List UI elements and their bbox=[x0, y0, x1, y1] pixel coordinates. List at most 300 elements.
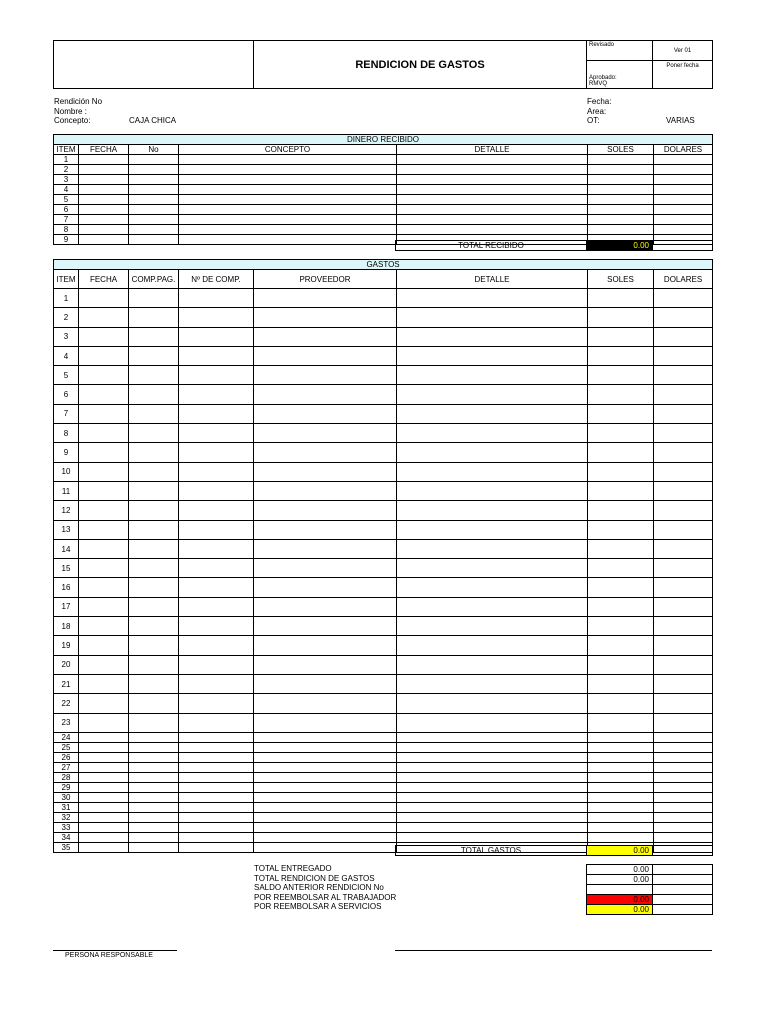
dinero-cell[interactable] bbox=[588, 215, 654, 225]
gastos-cell[interactable] bbox=[179, 462, 254, 481]
dinero-cell[interactable] bbox=[179, 205, 397, 215]
gastos-cell[interactable] bbox=[79, 578, 129, 597]
gastos-cell[interactable] bbox=[397, 802, 588, 812]
gastos-cell[interactable] bbox=[129, 597, 179, 616]
gastos-cell[interactable] bbox=[79, 812, 129, 822]
gastos-cell[interactable] bbox=[654, 832, 713, 842]
gastos-cell[interactable] bbox=[588, 578, 654, 597]
dinero-cell[interactable] bbox=[179, 165, 397, 175]
gastos-cell[interactable] bbox=[129, 481, 179, 500]
gastos-cell[interactable] bbox=[129, 713, 179, 732]
gastos-cell[interactable] bbox=[654, 597, 713, 616]
dinero-cell[interactable] bbox=[397, 195, 588, 205]
gastos-cell[interactable] bbox=[397, 732, 588, 742]
gastos-cell[interactable] bbox=[588, 772, 654, 782]
dinero-cell[interactable] bbox=[79, 165, 129, 175]
gastos-cell[interactable] bbox=[129, 539, 179, 558]
gastos-cell[interactable] bbox=[179, 732, 254, 742]
dinero-cell[interactable] bbox=[79, 225, 129, 235]
gastos-cell[interactable] bbox=[79, 404, 129, 423]
gastos-cell[interactable] bbox=[129, 782, 179, 792]
gastos-cell[interactable] bbox=[254, 655, 397, 674]
dinero-cell[interactable] bbox=[79, 235, 129, 245]
gastos-cell[interactable] bbox=[588, 481, 654, 500]
dinero-cell[interactable] bbox=[397, 175, 588, 185]
gastos-cell[interactable] bbox=[129, 674, 179, 693]
gastos-cell[interactable] bbox=[397, 501, 588, 520]
gastos-cell[interactable] bbox=[397, 822, 588, 832]
gastos-cell[interactable] bbox=[588, 694, 654, 713]
gastos-cell[interactable] bbox=[397, 636, 588, 655]
dinero-cell[interactable] bbox=[129, 215, 179, 225]
gastos-cell[interactable] bbox=[179, 308, 254, 327]
dinero-cell[interactable] bbox=[588, 225, 654, 235]
gastos-cell[interactable] bbox=[254, 385, 397, 404]
gastos-cell[interactable] bbox=[179, 832, 254, 842]
gastos-cell[interactable] bbox=[79, 822, 129, 832]
gastos-cell[interactable] bbox=[254, 802, 397, 812]
dinero-cell[interactable] bbox=[397, 155, 588, 165]
gastos-cell[interactable] bbox=[588, 713, 654, 732]
gastos-cell[interactable] bbox=[397, 674, 588, 693]
gastos-cell[interactable] bbox=[254, 597, 397, 616]
gastos-cell[interactable] bbox=[79, 366, 129, 385]
gastos-cell[interactable] bbox=[588, 792, 654, 802]
dinero-cell[interactable] bbox=[179, 235, 397, 245]
gastos-cell[interactable] bbox=[129, 289, 179, 308]
gastos-item-number: 2 bbox=[54, 308, 79, 327]
gastos-cell[interactable] bbox=[79, 443, 129, 462]
gastos-cell[interactable] bbox=[179, 636, 254, 655]
gastos-cell[interactable] bbox=[254, 346, 397, 365]
gastos-cell[interactable] bbox=[588, 762, 654, 772]
dinero-cell[interactable] bbox=[129, 175, 179, 185]
gastos-cell[interactable] bbox=[179, 597, 254, 616]
gastos-cell[interactable] bbox=[129, 443, 179, 462]
gastos-cell[interactable] bbox=[397, 782, 588, 792]
dinero-cell[interactable] bbox=[654, 205, 713, 215]
gastos-cell[interactable] bbox=[397, 520, 588, 539]
gastos-cell[interactable] bbox=[654, 732, 713, 742]
gastos-cell[interactable] bbox=[179, 559, 254, 578]
gastos-cell[interactable] bbox=[179, 842, 254, 852]
gastos-cell[interactable] bbox=[654, 308, 713, 327]
gastos-cell[interactable] bbox=[397, 578, 588, 597]
dinero-cell[interactable] bbox=[79, 185, 129, 195]
dinero-cell[interactable] bbox=[654, 165, 713, 175]
dinero-cell[interactable] bbox=[654, 225, 713, 235]
gastos-cell[interactable] bbox=[129, 732, 179, 742]
gastos-cell[interactable] bbox=[254, 842, 397, 852]
dinero-col-header: DOLARES bbox=[654, 145, 713, 155]
gastos-cell[interactable] bbox=[254, 792, 397, 802]
gastos-cell[interactable] bbox=[179, 713, 254, 732]
gastos-cell[interactable] bbox=[129, 822, 179, 832]
gastos-cell[interactable] bbox=[79, 327, 129, 346]
gastos-cell[interactable] bbox=[129, 520, 179, 539]
gastos-cell[interactable] bbox=[254, 674, 397, 693]
gastos-cell[interactable] bbox=[588, 655, 654, 674]
gastos-cell[interactable] bbox=[79, 832, 129, 842]
gastos-cell[interactable] bbox=[588, 617, 654, 636]
gastos-cell[interactable] bbox=[254, 617, 397, 636]
gastos-cell[interactable] bbox=[179, 694, 254, 713]
gastos-cell[interactable] bbox=[254, 481, 397, 500]
gastos-cell[interactable] bbox=[254, 832, 397, 842]
gastos-cell[interactable] bbox=[179, 752, 254, 762]
gastos-cell[interactable] bbox=[654, 559, 713, 578]
gastos-cell[interactable] bbox=[588, 636, 654, 655]
gastos-cell[interactable] bbox=[179, 802, 254, 812]
gastos-cell[interactable] bbox=[654, 366, 713, 385]
gastos-cell[interactable] bbox=[654, 385, 713, 404]
gastos-cell[interactable] bbox=[397, 308, 588, 327]
gastos-cell[interactable] bbox=[179, 520, 254, 539]
gastos-cell[interactable] bbox=[254, 404, 397, 423]
gastos-cell[interactable] bbox=[79, 462, 129, 481]
gastos-cell[interactable] bbox=[79, 802, 129, 812]
dinero-cell[interactable] bbox=[79, 175, 129, 185]
gastos-cell[interactable] bbox=[588, 289, 654, 308]
dinero-cell[interactable] bbox=[79, 155, 129, 165]
gastos-cell[interactable] bbox=[654, 694, 713, 713]
gastos-cell[interactable] bbox=[129, 578, 179, 597]
gastos-cell[interactable] bbox=[179, 424, 254, 443]
gastos-cell[interactable] bbox=[79, 713, 129, 732]
gastos-cell[interactable] bbox=[588, 424, 654, 443]
gastos-cell[interactable] bbox=[129, 366, 179, 385]
dinero-cell[interactable] bbox=[588, 185, 654, 195]
gastos-cell[interactable] bbox=[397, 597, 588, 616]
gastos-cell[interactable] bbox=[179, 812, 254, 822]
gastos-cell[interactable] bbox=[129, 812, 179, 822]
gastos-cell[interactable] bbox=[588, 782, 654, 792]
gastos-cell[interactable] bbox=[129, 762, 179, 772]
gastos-cell[interactable] bbox=[79, 559, 129, 578]
gastos-cell[interactable] bbox=[129, 404, 179, 423]
gastos-cell[interactable] bbox=[79, 539, 129, 558]
gastos-cell[interactable] bbox=[179, 782, 254, 792]
gastos-cell[interactable] bbox=[397, 655, 588, 674]
gastos-cell[interactable] bbox=[79, 655, 129, 674]
gastos-cell[interactable] bbox=[179, 578, 254, 597]
gastos-cell[interactable] bbox=[397, 462, 588, 481]
gastos-cell[interactable] bbox=[79, 385, 129, 404]
gastos-cell[interactable] bbox=[129, 424, 179, 443]
gastos-cell[interactable] bbox=[129, 462, 179, 481]
dinero-cell[interactable] bbox=[79, 205, 129, 215]
gastos-cell[interactable] bbox=[397, 832, 588, 842]
dinero-cell[interactable] bbox=[397, 215, 588, 225]
gastos-cell[interactable] bbox=[254, 713, 397, 732]
gastos-cell[interactable] bbox=[654, 424, 713, 443]
gastos-cell[interactable] bbox=[654, 404, 713, 423]
dinero-cell[interactable] bbox=[129, 155, 179, 165]
gastos-cell[interactable] bbox=[397, 762, 588, 772]
gastos-cell[interactable] bbox=[254, 578, 397, 597]
gastos-cell[interactable] bbox=[129, 802, 179, 812]
dinero-cell[interactable] bbox=[179, 155, 397, 165]
dinero-cell[interactable] bbox=[654, 175, 713, 185]
dinero-cell[interactable] bbox=[129, 235, 179, 245]
dinero-cell[interactable] bbox=[588, 165, 654, 175]
gastos-cell[interactable] bbox=[179, 481, 254, 500]
gastos-cell[interactable] bbox=[588, 732, 654, 742]
dinero-cell[interactable] bbox=[129, 185, 179, 195]
dinero-cell[interactable] bbox=[129, 195, 179, 205]
gastos-cell[interactable] bbox=[397, 694, 588, 713]
gastos-cell[interactable] bbox=[129, 832, 179, 842]
gastos-cell[interactable] bbox=[254, 366, 397, 385]
gastos-cell[interactable] bbox=[129, 636, 179, 655]
gastos-cell[interactable] bbox=[654, 520, 713, 539]
gastos-cell[interactable] bbox=[397, 404, 588, 423]
gastos-cell[interactable] bbox=[79, 597, 129, 616]
gastos-cell[interactable] bbox=[79, 308, 129, 327]
gastos-cell[interactable] bbox=[254, 424, 397, 443]
gastos-cell[interactable] bbox=[654, 812, 713, 822]
gastos-cell[interactable] bbox=[588, 404, 654, 423]
gastos-cell[interactable] bbox=[179, 404, 254, 423]
dinero-cell[interactable] bbox=[588, 175, 654, 185]
gastos-cell[interactable] bbox=[179, 655, 254, 674]
gastos-cell[interactable] bbox=[588, 812, 654, 822]
gastos-cell[interactable] bbox=[179, 443, 254, 462]
gastos-cell[interactable] bbox=[654, 578, 713, 597]
gastos-cell[interactable] bbox=[397, 366, 588, 385]
gastos-cell[interactable] bbox=[129, 559, 179, 578]
gastos-cell[interactable] bbox=[129, 742, 179, 752]
gastos-cell[interactable] bbox=[179, 822, 254, 832]
gastos-cell[interactable] bbox=[179, 501, 254, 520]
gastos-cell[interactable] bbox=[254, 732, 397, 742]
gastos-cell[interactable] bbox=[179, 742, 254, 752]
gastos-cell[interactable] bbox=[397, 713, 588, 732]
gastos-cell[interactable] bbox=[654, 481, 713, 500]
gastos-cell[interactable] bbox=[129, 842, 179, 852]
gastos-cell[interactable] bbox=[254, 539, 397, 558]
gastos-cell[interactable] bbox=[79, 501, 129, 520]
gastos-cell[interactable] bbox=[588, 308, 654, 327]
gastos-cell[interactable] bbox=[79, 674, 129, 693]
dinero-cell[interactable] bbox=[179, 215, 397, 225]
gastos-cell[interactable] bbox=[654, 636, 713, 655]
gastos-cell[interactable] bbox=[654, 617, 713, 636]
dinero-cell[interactable] bbox=[588, 155, 654, 165]
gastos-cell[interactable] bbox=[397, 289, 588, 308]
gastos-cell[interactable] bbox=[254, 636, 397, 655]
gastos-cell[interactable] bbox=[588, 443, 654, 462]
gastos-cell[interactable] bbox=[179, 366, 254, 385]
gastos-cell[interactable] bbox=[79, 782, 129, 792]
gastos-cell[interactable] bbox=[79, 617, 129, 636]
gastos-cell[interactable] bbox=[254, 752, 397, 762]
gastos-cell[interactable] bbox=[254, 694, 397, 713]
gastos-cell[interactable] bbox=[397, 792, 588, 802]
gastos-cell[interactable] bbox=[254, 822, 397, 832]
gastos-cell[interactable] bbox=[179, 792, 254, 802]
gastos-cell[interactable] bbox=[129, 694, 179, 713]
gastos-cell[interactable] bbox=[588, 752, 654, 762]
gastos-cell[interactable] bbox=[588, 366, 654, 385]
gastos-cell[interactable] bbox=[254, 782, 397, 792]
gastos-cell[interactable] bbox=[654, 792, 713, 802]
gastos-cell[interactable] bbox=[397, 481, 588, 500]
gastos-cell[interactable] bbox=[397, 385, 588, 404]
gastos-cell[interactable] bbox=[254, 742, 397, 752]
gastos-cell[interactable] bbox=[654, 327, 713, 346]
gastos-cell[interactable] bbox=[588, 822, 654, 832]
gastos-cell[interactable] bbox=[179, 289, 254, 308]
gastos-cell[interactable] bbox=[654, 713, 713, 732]
gastos-cell[interactable] bbox=[397, 617, 588, 636]
dinero-cell[interactable] bbox=[397, 165, 588, 175]
gastos-cell[interactable] bbox=[179, 327, 254, 346]
gastos-cell[interactable] bbox=[588, 559, 654, 578]
gastos-cell[interactable] bbox=[397, 424, 588, 443]
gastos-cell[interactable] bbox=[129, 501, 179, 520]
gastos-cell[interactable] bbox=[129, 327, 179, 346]
dinero-cell[interactable] bbox=[654, 185, 713, 195]
gastos-cell[interactable] bbox=[654, 501, 713, 520]
gastos-cell[interactable] bbox=[654, 655, 713, 674]
dinero-cell[interactable] bbox=[79, 215, 129, 225]
dinero-cell[interactable] bbox=[397, 185, 588, 195]
gastos-cell[interactable] bbox=[654, 762, 713, 772]
gastos-cell[interactable] bbox=[397, 742, 588, 752]
gastos-cell[interactable] bbox=[654, 462, 713, 481]
gastos-cell[interactable] bbox=[79, 792, 129, 802]
gastos-cell[interactable] bbox=[397, 346, 588, 365]
gastos-cell[interactable] bbox=[588, 597, 654, 616]
gastos-cell[interactable] bbox=[588, 327, 654, 346]
gastos-cell[interactable] bbox=[654, 346, 713, 365]
dinero-cell[interactable] bbox=[179, 185, 397, 195]
gastos-cell[interactable] bbox=[79, 424, 129, 443]
gastos-cell[interactable] bbox=[129, 385, 179, 404]
dinero-cell[interactable] bbox=[588, 205, 654, 215]
gastos-cell[interactable] bbox=[397, 772, 588, 782]
gastos-cell[interactable] bbox=[254, 443, 397, 462]
gastos-cell[interactable] bbox=[588, 832, 654, 842]
gastos-cell[interactable] bbox=[129, 752, 179, 762]
gastos-cell[interactable] bbox=[654, 539, 713, 558]
gastos-cell[interactable] bbox=[179, 385, 254, 404]
gastos-cell[interactable] bbox=[254, 327, 397, 346]
gastos-cell[interactable] bbox=[588, 742, 654, 752]
gastos-cell[interactable] bbox=[79, 732, 129, 742]
gastos-cell[interactable] bbox=[397, 539, 588, 558]
gastos-cell[interactable] bbox=[588, 520, 654, 539]
gastos-cell[interactable] bbox=[588, 674, 654, 693]
gastos-cell[interactable] bbox=[79, 842, 129, 852]
gastos-cell[interactable] bbox=[654, 802, 713, 812]
gastos-cell[interactable] bbox=[254, 520, 397, 539]
gastos-cell[interactable] bbox=[654, 782, 713, 792]
dinero-cell[interactable] bbox=[179, 175, 397, 185]
gastos-cell[interactable] bbox=[179, 762, 254, 772]
dinero-cell[interactable] bbox=[654, 155, 713, 165]
gastos-cell[interactable] bbox=[129, 308, 179, 327]
summary-value: 0.00 bbox=[587, 865, 653, 875]
gastos-cell[interactable] bbox=[179, 674, 254, 693]
dinero-cell[interactable] bbox=[588, 195, 654, 205]
gastos-cell[interactable] bbox=[179, 617, 254, 636]
gastos-cell[interactable] bbox=[254, 501, 397, 520]
gastos-cell[interactable] bbox=[79, 772, 129, 782]
gastos-cell[interactable] bbox=[588, 539, 654, 558]
gastos-cell[interactable] bbox=[79, 636, 129, 655]
gastos-cell[interactable] bbox=[654, 742, 713, 752]
gastos-cell[interactable] bbox=[397, 443, 588, 462]
gastos-cell[interactable] bbox=[254, 772, 397, 782]
gastos-item-number: 18 bbox=[54, 617, 79, 636]
gastos-cell[interactable] bbox=[588, 385, 654, 404]
gastos-cell[interactable] bbox=[79, 752, 129, 762]
gastos-cell[interactable] bbox=[654, 443, 713, 462]
gastos-cell[interactable] bbox=[588, 346, 654, 365]
dinero-col-header: SOLES bbox=[588, 145, 654, 155]
dinero-cell[interactable] bbox=[654, 195, 713, 205]
gastos-cell[interactable] bbox=[588, 802, 654, 812]
gastos-cell[interactable] bbox=[179, 772, 254, 782]
gastos-cell[interactable] bbox=[129, 655, 179, 674]
dinero-cell[interactable] bbox=[179, 225, 397, 235]
gastos-cell[interactable] bbox=[79, 346, 129, 365]
dinero-cell[interactable] bbox=[397, 225, 588, 235]
gastos-item-number: 33 bbox=[54, 822, 79, 832]
gastos-cell[interactable] bbox=[397, 559, 588, 578]
gastos-cell[interactable] bbox=[654, 822, 713, 832]
gastos-cell[interactable] bbox=[254, 559, 397, 578]
dinero-cell[interactable] bbox=[397, 205, 588, 215]
gastos-cell[interactable] bbox=[129, 792, 179, 802]
gastos-cell[interactable] bbox=[254, 308, 397, 327]
gastos-cell[interactable] bbox=[588, 462, 654, 481]
gastos-cell[interactable] bbox=[397, 752, 588, 762]
dinero-cell[interactable] bbox=[129, 165, 179, 175]
gastos-cell[interactable] bbox=[588, 501, 654, 520]
gastos-cell[interactable] bbox=[79, 520, 129, 539]
gastos-cell[interactable] bbox=[129, 617, 179, 636]
gastos-cell[interactable] bbox=[179, 539, 254, 558]
gastos-cell[interactable] bbox=[129, 772, 179, 782]
total-gastos-value: 0.00 bbox=[587, 846, 653, 856]
dinero-cell[interactable] bbox=[129, 225, 179, 235]
gastos-cell[interactable] bbox=[79, 762, 129, 772]
dinero-cell[interactable] bbox=[129, 205, 179, 215]
gastos-cell[interactable] bbox=[254, 812, 397, 822]
gastos-cell[interactable] bbox=[254, 289, 397, 308]
gastos-cell[interactable] bbox=[654, 674, 713, 693]
gastos-cell[interactable] bbox=[654, 752, 713, 762]
dinero-cell[interactable] bbox=[79, 195, 129, 205]
dinero-cell[interactable] bbox=[179, 195, 397, 205]
gastos-cell[interactable] bbox=[397, 327, 588, 346]
gastos-cell[interactable] bbox=[79, 694, 129, 713]
gastos-cell[interactable] bbox=[179, 346, 254, 365]
gastos-cell[interactable] bbox=[79, 481, 129, 500]
gastos-cell[interactable] bbox=[254, 762, 397, 772]
gastos-cell[interactable] bbox=[79, 742, 129, 752]
gastos-cell[interactable] bbox=[79, 289, 129, 308]
gastos-cell[interactable] bbox=[254, 462, 397, 481]
gastos-cell[interactable] bbox=[397, 812, 588, 822]
dinero-cell[interactable] bbox=[654, 215, 713, 225]
gastos-cell[interactable] bbox=[129, 346, 179, 365]
gastos-cell[interactable] bbox=[654, 772, 713, 782]
gastos-cell[interactable] bbox=[654, 289, 713, 308]
